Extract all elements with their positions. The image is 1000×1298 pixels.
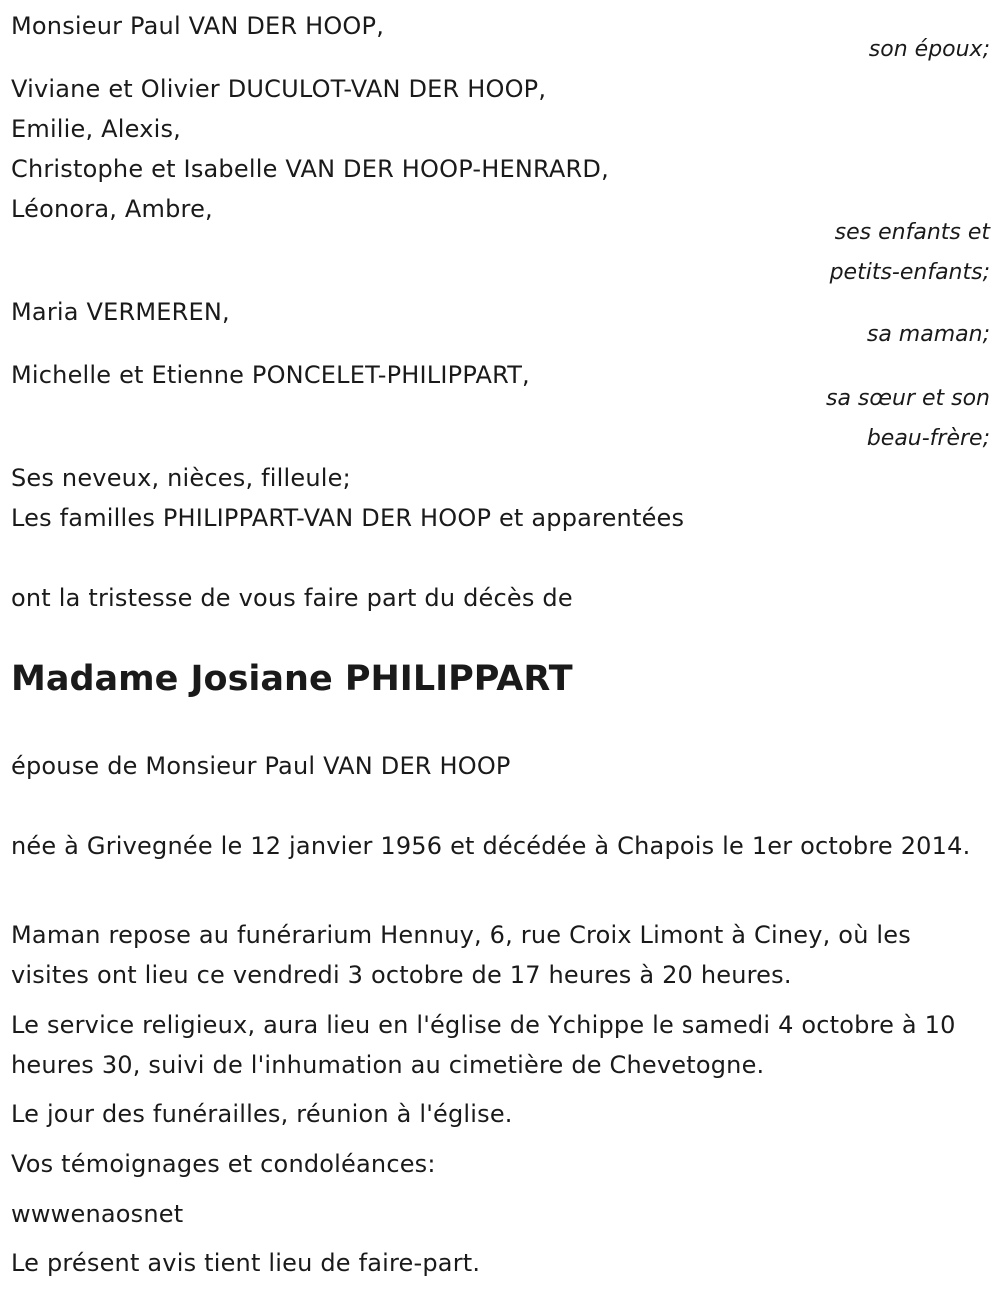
announcement-intro: ont la tristesse de vous faire part du décès de (11, 584, 573, 612)
husband-name: Monsieur Paul VAN DER HOOP, (11, 12, 385, 40)
mother-name: Maria VERMEREN, (11, 298, 230, 326)
children-relation-2: petits-enfants; (829, 260, 990, 285)
notice-line: Le présent avis tient lieu de faire-part. (11, 1249, 481, 1277)
service-paragraph: Le service religieux, aura lieu en l'église de Ychippe le samedi 4 octobre à 10 heures 30, suivi de l'inhumation au cimetière de Chevetogne. (11, 1011, 956, 1079)
children-line-1: Viviane et Olivier DUCULOT-VAN DER HOOP, (11, 75, 547, 103)
children-line-2: Emilie, Alexis, (11, 115, 182, 143)
mother-relation: sa maman; (866, 322, 990, 347)
deceased-name: Madame Josiane PHILIPPART (11, 659, 573, 699)
other-relatives-line-2: Les familles PHILIPPART-VAN DER HOOP et apparentées (11, 504, 685, 532)
birth-death-paragraph: née à Grivegnée le 12 janvier 1956 et décédée à Chapois le 1er octobre 2014. (11, 832, 971, 860)
website-link[interactable]: wwwenaosnet (11, 1200, 184, 1228)
husband-relation: son époux; (868, 37, 990, 62)
sister-relation-1: sa sœur et son (825, 386, 990, 411)
condolences-label: Vos témoignages et condoléances: (11, 1150, 436, 1178)
visitation-paragraph: Maman repose au funérarium Hennuy, 6, rue Croix Limont à Ciney, où les visites ont lieu ce vendredi 3 octobre de 17 heures à 20 heures. (11, 921, 911, 989)
spouse-line: épouse de Monsieur Paul VAN DER HOOP (11, 752, 511, 780)
other-relatives-line-1: Ses neveux, nièces, filleule; (11, 464, 351, 492)
children-line-3: Christophe et Isabelle VAN DER HOOP-HENRARD, (11, 155, 609, 183)
gathering-line: Le jour des funérailles, réunion à l'église. (11, 1100, 513, 1128)
children-relation-1: ses enfants et (834, 220, 990, 245)
children-line-4: Léonora, Ambre, (11, 195, 213, 223)
sister-relation-2: beau-frère; (866, 426, 990, 451)
sister-names: Michelle et Etienne PONCELET-PHILIPPART, (11, 361, 530, 389)
